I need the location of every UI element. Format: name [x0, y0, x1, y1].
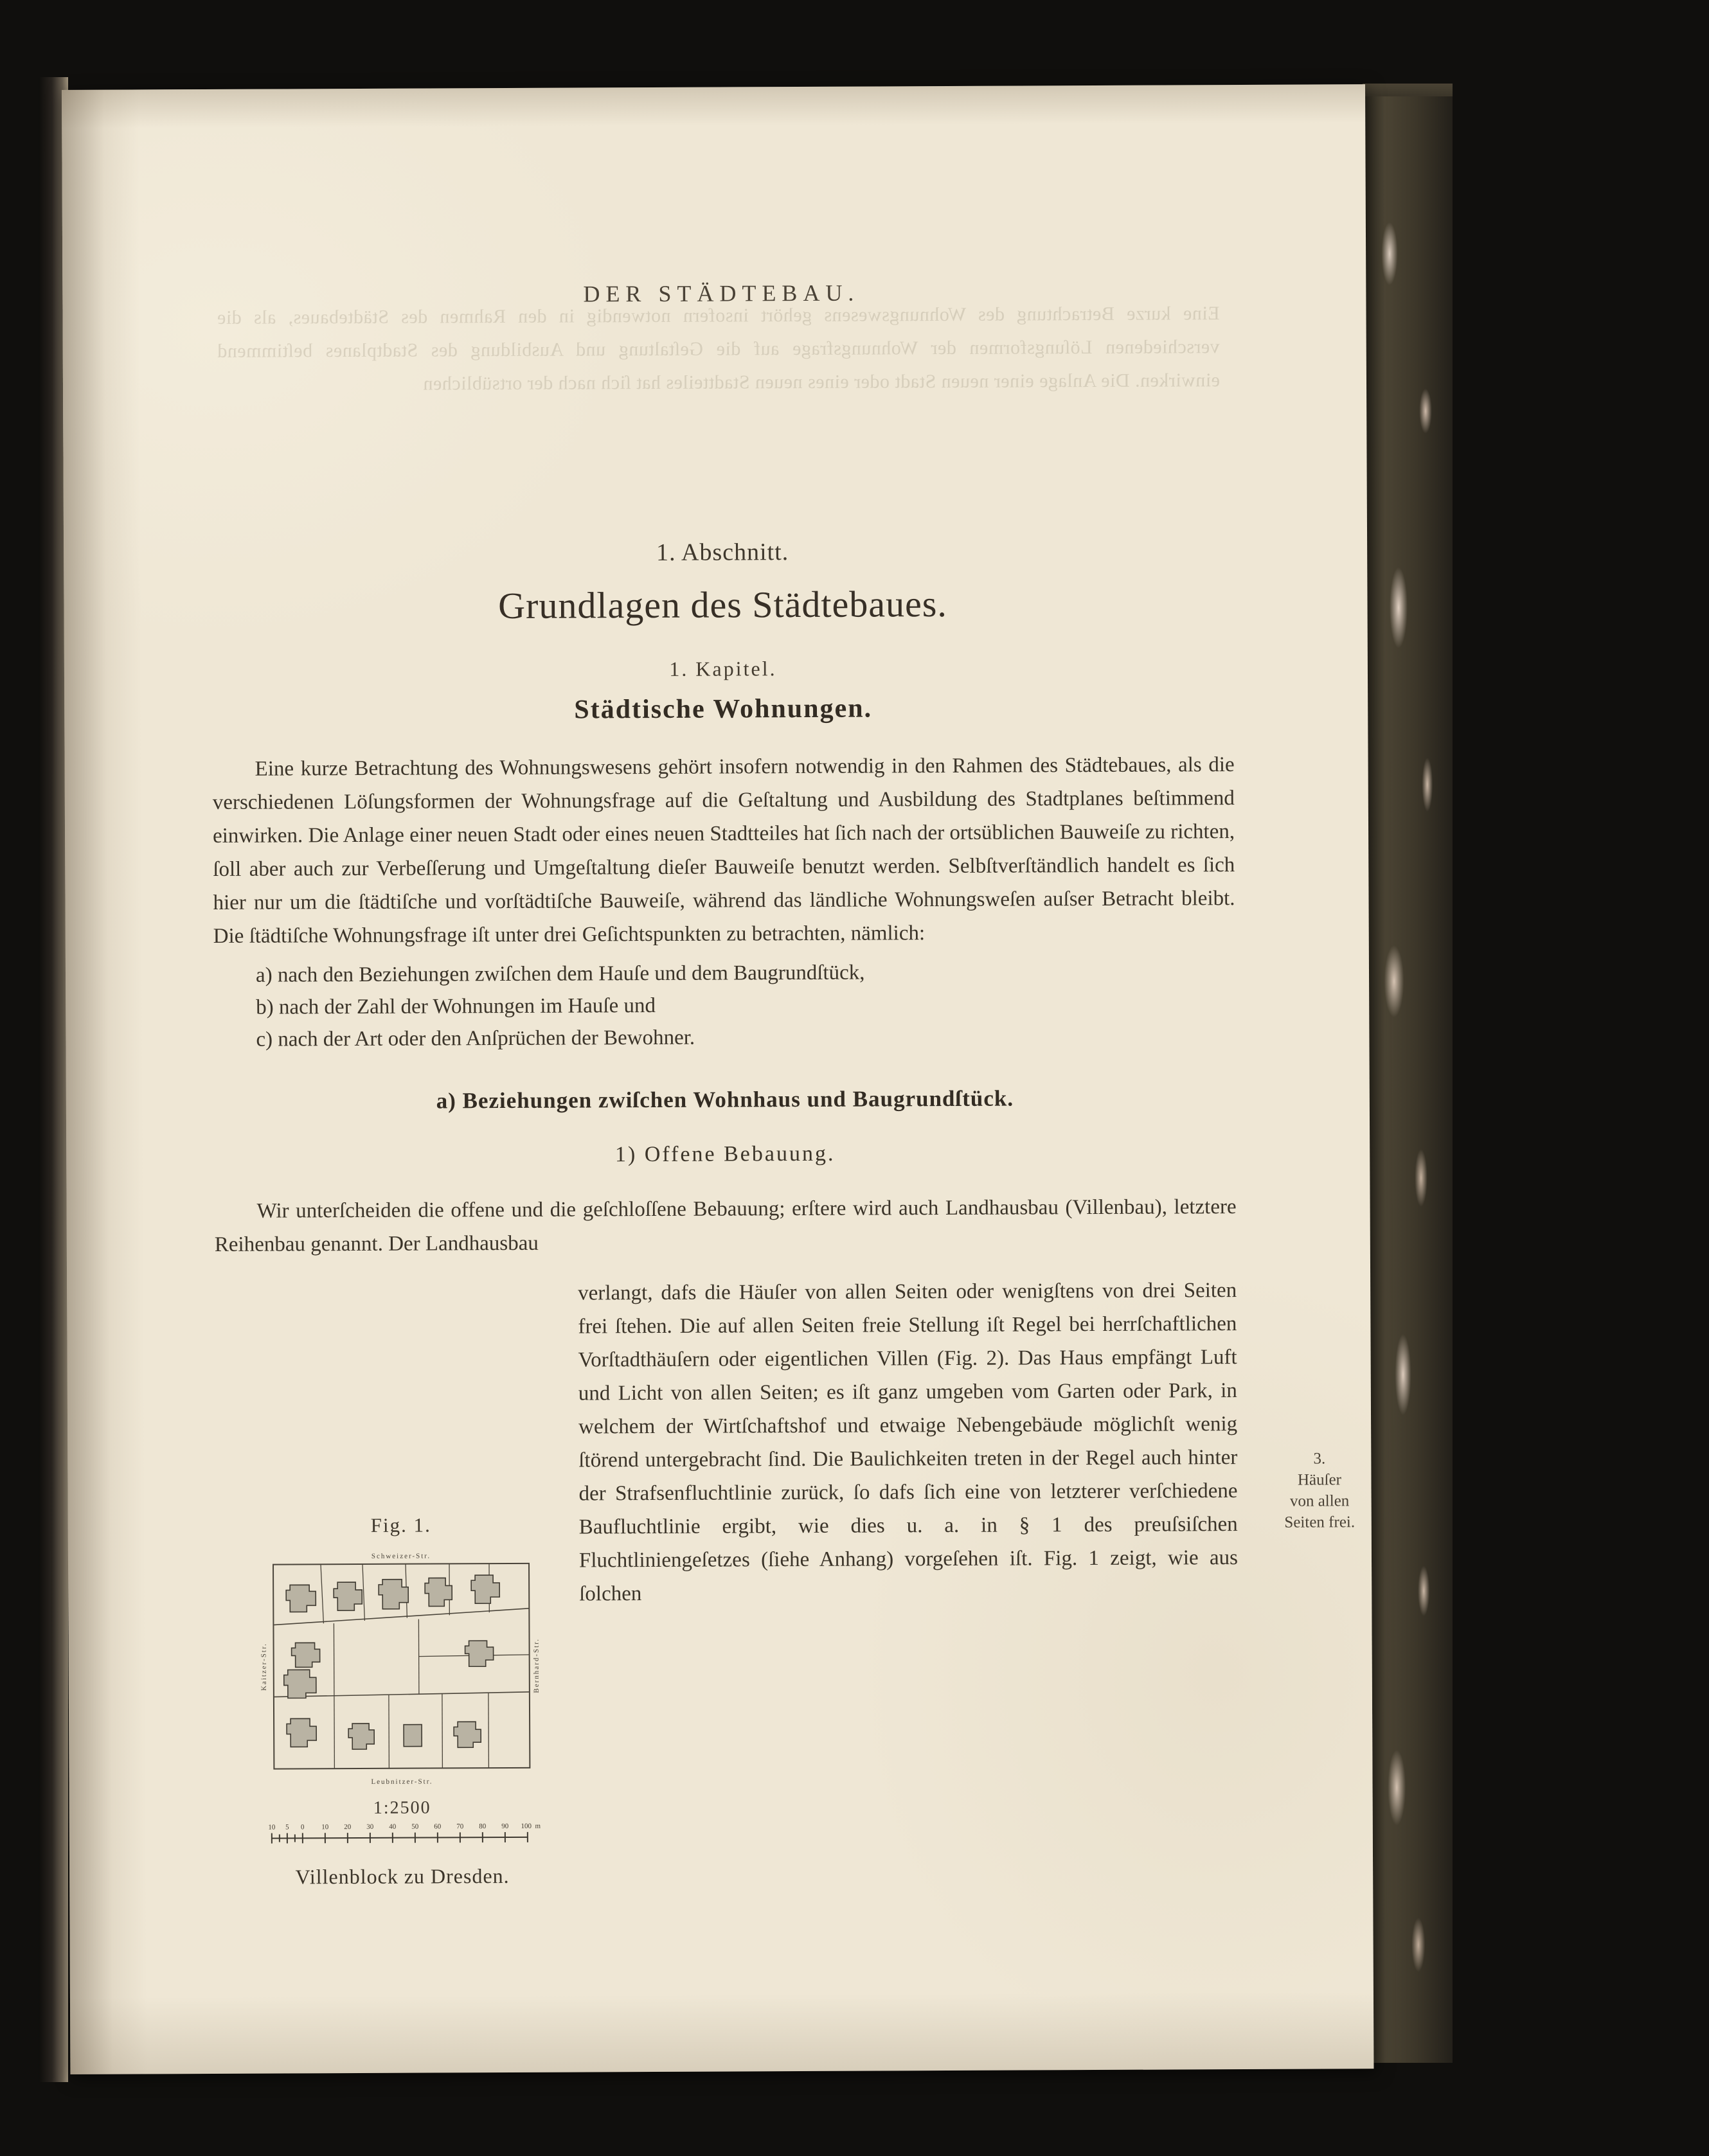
- svg-text:20: 20: [344, 1823, 352, 1831]
- section-number: 1. Abschnitt.: [656, 539, 789, 566]
- svg-text:80: 80: [479, 1822, 487, 1831]
- svg-text:0: 0: [301, 1823, 305, 1831]
- svg-text:60: 60: [434, 1822, 442, 1831]
- list-item: c) nach der Art oder den Anſprüchen der Bewohner.: [256, 1026, 695, 1051]
- marbled-book-edge: [1363, 96, 1453, 2063]
- margin-note: [1260, 1448, 1379, 1533]
- margin-note-line3: Seiten frei.: [1284, 1513, 1356, 1531]
- paragraph-intro: Eine kurze Betrachtung des Wohnungswesens gehört insofern notwendig in den Rahmen des Städtebaues, als die verschiedenen Löſungsformen der Wohnungsfrage auf die Geſtaltung und Ausbildung des Stadtplanes beſtimmend einwirken. Die Anlage einer neuen Stadt oder eines neuen Stadtteiles hat ſich nach der ortsüblichen Bauweiſe zu richten, ſoll aber auch zur Verbeſſerung und Umgeſtaltung dieſer Bauweiſe benutzt werden. Selbſtverſtändlich handelt es ſich hier nur um die ſtädtiſche und vorſtädtiſche Bauweiſe, während das ländliche Wohnungsweſen auſser Betracht bleibt. Die ſtädtiſche Wohnungsfrage iſt unter drei Geſichtspunkten zu betrachten, nämlich:: [212, 753, 1235, 948]
- svg-text:50: 50: [411, 1822, 419, 1831]
- running-head: DER STÄDTEBAU.: [583, 280, 860, 307]
- svg-text:90: 90: [501, 1822, 509, 1831]
- figure-caption: Villenblock zu Dresden.: [295, 1864, 510, 1889]
- section-title: Grundlagen des Städtebaues.: [498, 582, 947, 627]
- svg-text:40: 40: [389, 1822, 397, 1831]
- svg-text:70: 70: [456, 1822, 464, 1831]
- svg-text:Kaitzer-Str.: Kaitzer-Str.: [260, 1643, 268, 1691]
- enumerated-list: [213, 955, 1236, 1056]
- figure-label: Fig. 1.: [370, 1513, 431, 1537]
- svg-text:100: 100: [521, 1822, 532, 1830]
- chapter-number: 1. Kapitel.: [669, 657, 777, 681]
- page-content: [210, 85, 1238, 1612]
- subheading-1: 1) Offene Bebauung.: [614, 1141, 836, 1167]
- page-bottom-shading: [70, 1991, 1374, 2074]
- paragraph-open-building-lead: Wir unterſcheiden die offene und die geſchloſſene Bebauung; erſtere wird auch Landhausbau (Villenbau), letztere Reihenbau genannt. Der Landhausbau: [214, 1195, 1237, 1256]
- margin-note-number: 3.: [1313, 1450, 1326, 1468]
- svg-text:m: m: [535, 1822, 541, 1830]
- svg-text:Schweizer-Str.: Schweizer-Str.: [371, 1552, 431, 1560]
- svg-text:5: 5: [285, 1823, 289, 1831]
- subheading-a: a) Beziehungen zwiſchen Wohnhaus und Baugrundſtück.: [436, 1085, 1014, 1114]
- list-item: b) nach der Zahl der Wohnungen im Hauſe und: [256, 993, 656, 1019]
- list-item: a) nach den Beziehungen zwiſchen dem Hauſe und dem Baugrundſtück,: [255, 961, 865, 987]
- book-page: [62, 84, 1373, 2074]
- svg-text:10: 10: [268, 1823, 276, 1831]
- margin-note-line2: von allen: [1289, 1492, 1350, 1510]
- bleed-through-text: Eine kurze Betrachtung des Wohnungswesens gehört insofern notwendig in den Rahmen des Städtebaues, als die verschiedenen Löſungsformen der Wohnungsfrage auf die Geſtaltung und Ausbildung des Stadtplanes beſtimmend einwirken. Die Anlage einer neuen Stadt oder eines neuen Stadtteiles hat ſich nach der ortsüblichen: [217, 303, 1221, 395]
- figure-1: [221, 1513, 583, 1889]
- margin-note-line1: Häuſer: [1297, 1471, 1342, 1489]
- figure-scale-bar: [258, 1821, 547, 1857]
- villa-block-plan-drawing: [256, 1547, 547, 1792]
- figure-scale-ratio: 1:2500: [373, 1797, 431, 1818]
- svg-text:Leubnitzer-Str.: Leubnitzer-Str.: [371, 1777, 433, 1786]
- paragraph-open-building-rest: verlangt, dafs die Häuſer von allen Seiten oder wenigſtens von drei Seiten frei ſtehen. Die auf allen Seiten freie Stellung iſt Regel bei herrſchaftlichen Vorſtadthäuſern oder eigentlichen Villen (Fig. 2). Das Haus empfängt Luft und Licht von allen Seiten; es iſt ganz umgeben vom Garten oder Park, in welchem der Wirtſchaftshof und etwaige Nebengebäude möglichſt wenig ſtörend untergebracht ſind. Die Baulichkeiten treten in der Regel auch hinter der Strafsenfluchtlinie zurück, ſo dafs ſich eine von letzterer verſchiedene Baufluchtlinie ergibt, wie dies u. a. in § 1 des preuſsiſchen Fluchtliniengeſetzes (ſiehe Anhang) vorgeſehen iſt. Fig. 1 zeigt, wie aus ſolchen: [578, 1279, 1239, 1606]
- chapter-title: Städtische Wohnungen.: [574, 693, 873, 725]
- svg-text:Bernhard-Str.: Bernhard-Str.: [532, 1637, 541, 1693]
- svg-text:30: 30: [366, 1822, 374, 1831]
- svg-text:10: 10: [321, 1823, 329, 1831]
- page-curvature-shading: [62, 89, 147, 2074]
